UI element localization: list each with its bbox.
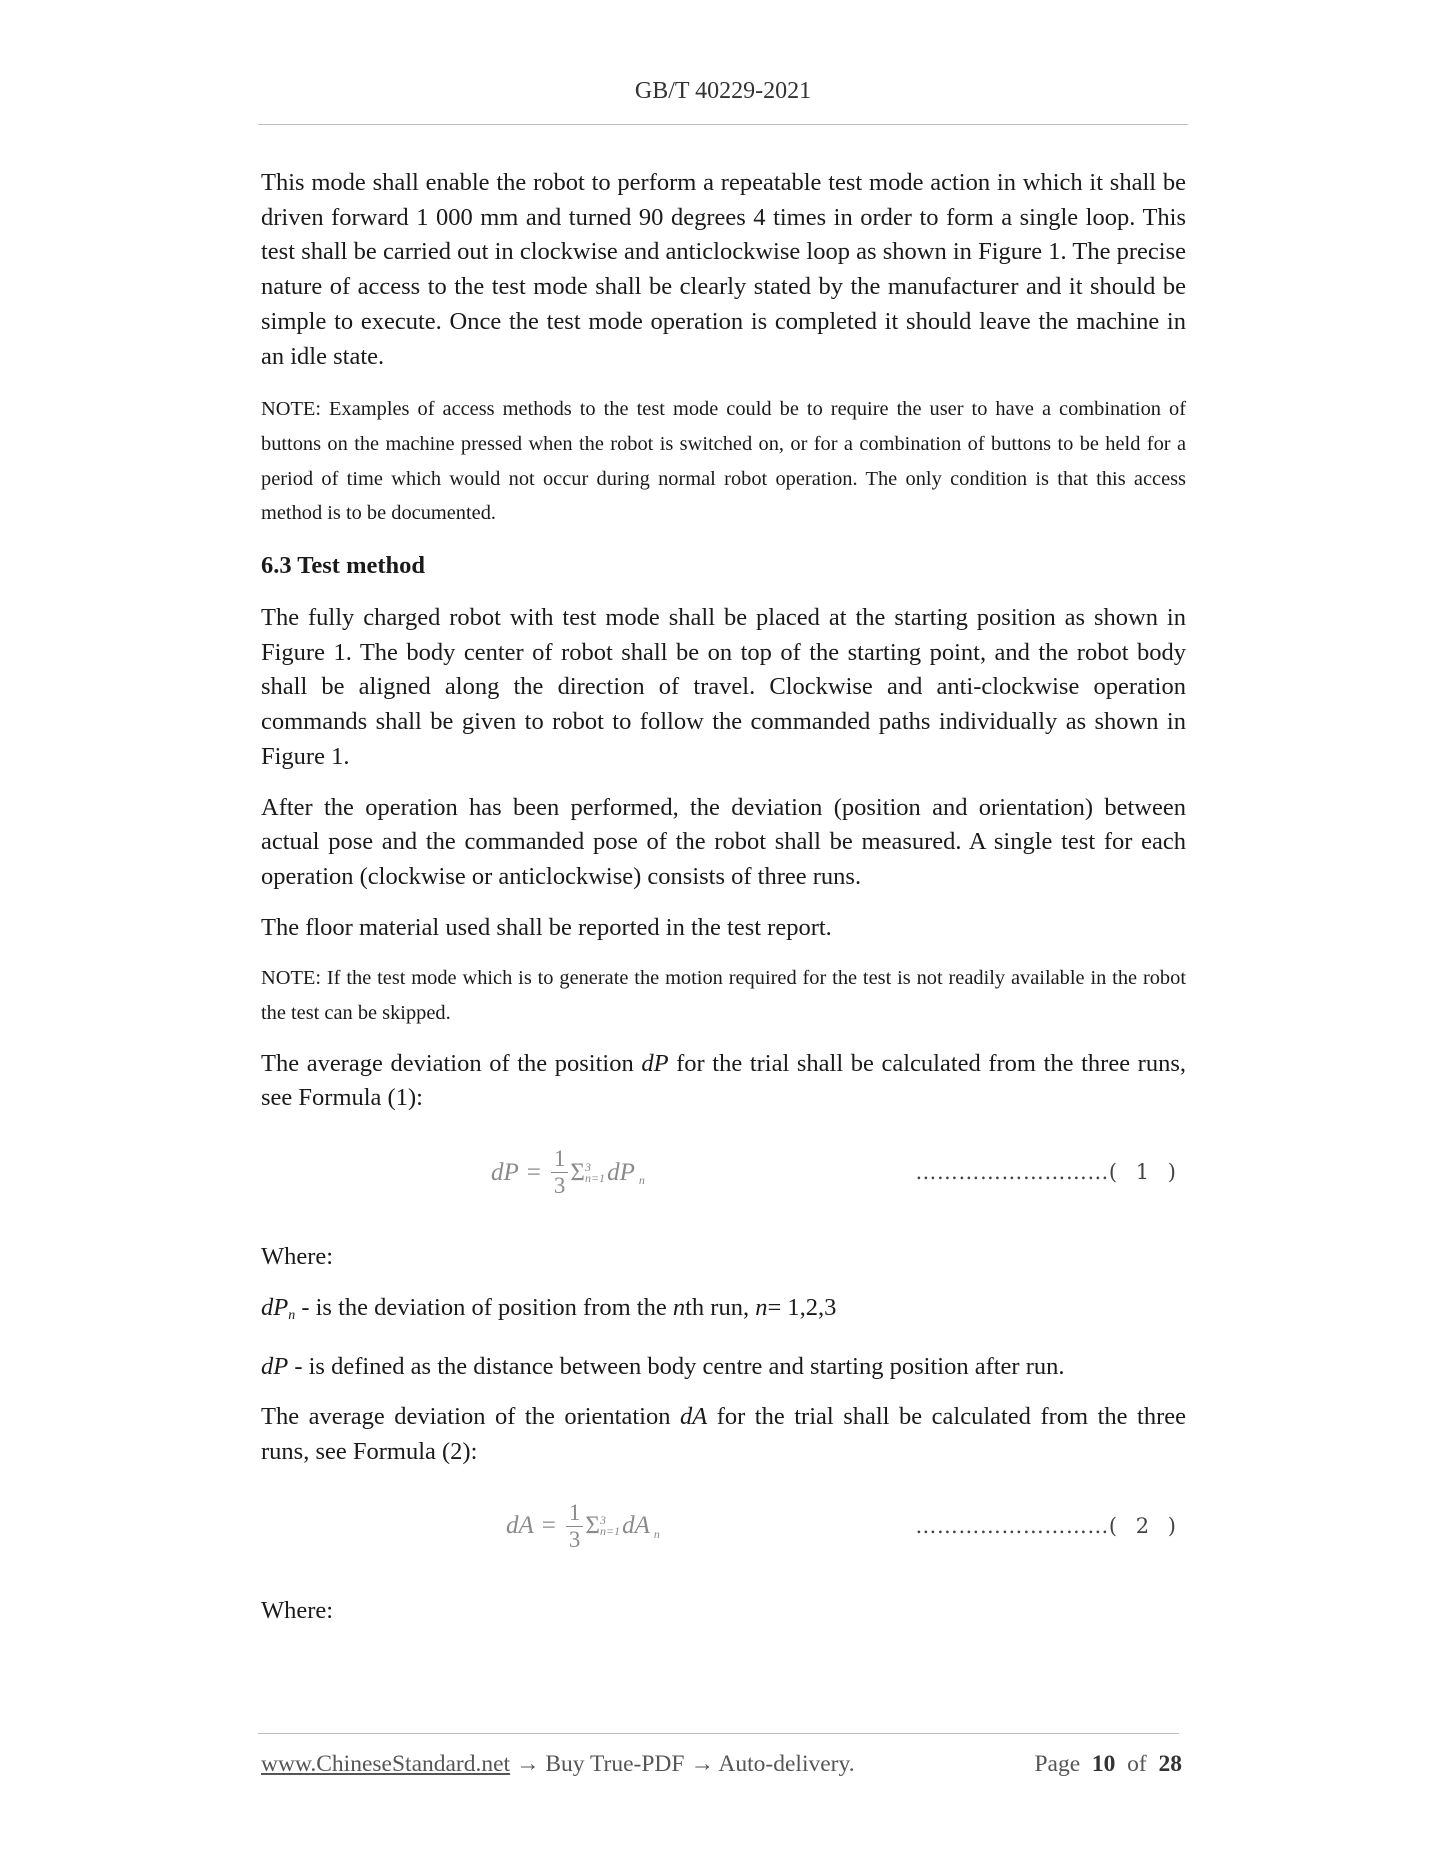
text-segment: The average deviation of the orientation [261,1403,680,1431]
variable-dp: dP [261,1352,289,1380]
formula-1-sigma: Σ [570,1158,585,1186]
note-access-methods: NOTE: Examples of access methods to the test mode could be to require the user to have a combination of buttons on the machine pressed when the robot is switched on, or for a combination of buttons to be held for a period of time which would not occur during normal robot operation. The only condition is that this access method is to be documented. [261,398,1186,525]
where-label-1: Where: [261,1243,334,1271]
page-content [261,166,1186,1628]
arrow-right-icon: → [510,1751,546,1777]
formula-1-label: ( 1 ) [1108,1160,1182,1185]
formula-1-row [261,1146,1186,1216]
page-label: Page [1034,1751,1081,1777]
total-pages: 28 [1158,1751,1182,1777]
current-page: 10 [1091,1751,1116,1777]
definition-dp [261,1350,1186,1385]
formula-1-lhs: dP [491,1158,519,1186]
formula-2-label: ( 2 ) [1108,1513,1182,1538]
formula-2-numerator: 1 [566,1500,584,1527]
formula-2-lhs: dA [506,1512,534,1540]
variable-dp: dP [261,1293,289,1321]
formula-2-sigma: Σ [585,1512,600,1540]
formula-1-number [915,1160,1182,1184]
leader-dots: ……………………… [915,1160,1109,1185]
section-heading-test-method: 6.3 Test method [261,552,426,580]
footer-divider [258,1733,1179,1734]
text-segment: for the trial shall be calculated from the three runs, see Formula (2): [261,1403,1186,1465]
paragraph-test-mode: This mode shall enable the robot to perform a repeatable test mode action in which it shall be driven forward 1 000 mm and turned 90 degrees 4 times in order to form a single loop. This test shall be carried out in clockwise and anticlockwise loop as shown in Figure 1. The precise nature of access to the test mode shall be clearly stated by the manufacturer and it should be simple to execute. Once the test mode operation is completed it should leave the machine in an idle state. [261,169,1186,370]
site-link[interactable]: www.ChineseStandard.net [261,1751,511,1777]
variable-n: n [672,1293,686,1321]
formula-1-upper-limit: 3 [584,1159,591,1174]
formula-2-denominator: 3 [568,1526,581,1552]
text-segment: - is defined as the distance between body centre and starting position after run. [288,1352,1065,1380]
text-segment: = 1,2,3 [767,1293,837,1321]
document-id-header: GB/T 40229-2021 [634,78,812,104]
variable-dp: dP [641,1049,669,1077]
page-number [1034,1751,1182,1778]
header-divider [258,124,1188,125]
variable-da: dA [679,1403,708,1431]
paragraph-average-position [261,1047,1186,1116]
definition-dpn [261,1291,1186,1334]
formula-1-numerator: 1 [551,1146,569,1173]
formula-1-lower-limit: n=1 [584,1170,606,1185]
formula-1-term-subscript: n [638,1173,645,1188]
auto-delivery-text: Auto-delivery. [718,1751,855,1777]
formula-2 [506,1500,660,1553]
formula-2-lower-limit: n=1 [599,1524,621,1539]
leader-dots: ……………………… [915,1513,1109,1538]
footer-links [261,1751,855,1778]
paragraph-deviation: After the operation has been performed, the deviation (position and orientation) between actual pose and the commanded pose of the robot shall be measured. A single test for each operation (clockwise or anticlockwise) consists of three runs. [261,793,1186,890]
formula-2-limits [600,1515,620,1537]
subscript-n: n [288,1307,296,1323]
note-skip-test: NOTE: If the test mode which is to generate the motion required for the test is not readily available in the robot the test can be skipped. [261,967,1186,1025]
formula-1-limits [584,1159,606,1185]
formula-2-term-subscript: n [653,1526,660,1541]
formula-2-term: dA [622,1512,650,1540]
formula-1-fraction [551,1146,569,1199]
formula-2-number [915,1514,1182,1538]
formula-2-row [261,1500,1186,1570]
where-label-2: Where: [261,1596,334,1624]
text-segment: The average deviation of the position [261,1049,642,1077]
of-label: of [1127,1751,1147,1777]
buy-pdf-text: Buy True-PDF [545,1751,685,1777]
formula-1 [491,1146,645,1199]
text-segment: th run, [685,1293,756,1321]
formula-1-term: dP [607,1158,635,1186]
formula-1-denominator: 3 [553,1173,566,1199]
arrow-right-icon: → [684,1751,719,1777]
formula-1-equals: = [526,1158,541,1186]
text-segment: - is the deviation of position from the [295,1293,673,1321]
formula-2-upper-limit: 3 [599,1513,606,1528]
text-segment: for the trial shall be calculated from the three runs, see Formula (1): [261,1049,1186,1112]
variable-n: n [755,1293,768,1321]
formula-2-fraction [566,1500,584,1553]
formula-2-equals: = [541,1512,556,1540]
paragraph-floor-material: The floor material used shall be reported in the test report. [261,913,832,941]
page-footer [261,1751,1182,1778]
paragraph-average-orientation [261,1400,1186,1469]
paragraph-placement: The fully charged robot with test mode shall be placed at the starting position as shown in Figure 1. The body center of robot shall be on top of the starting point, and the robot body shall be aligned along the direction of travel. Clockwise and anti-clockwise operation commands shall be given to robot to follow the commanded paths individually as shown in Figure 1. [261,604,1186,770]
